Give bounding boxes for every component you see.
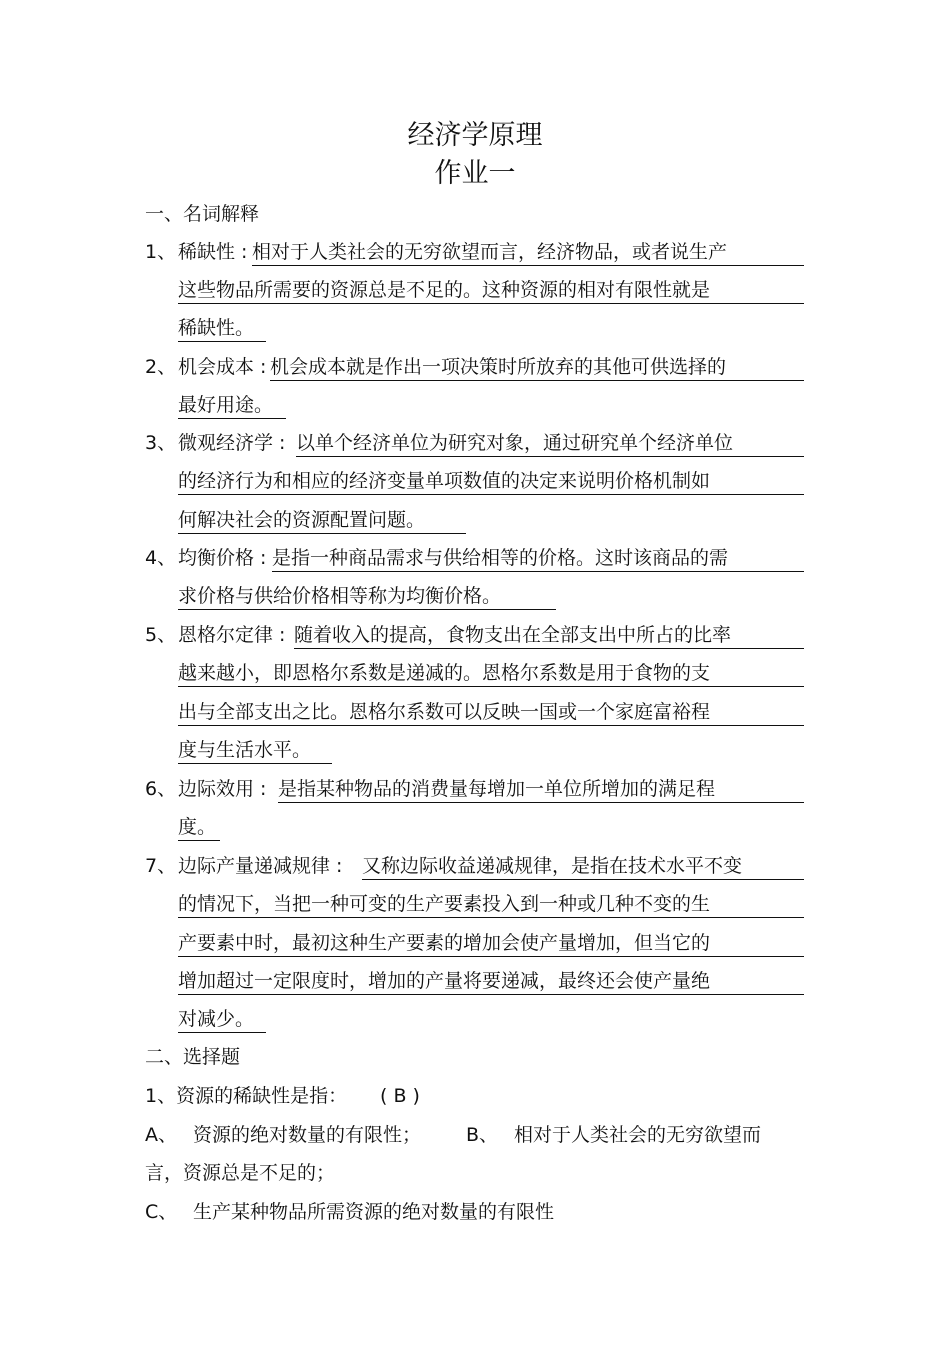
definition-line: 增加超过一定限度时，增加的产量将要递减，最终还会使产量绝 (178, 970, 711, 992)
definition-line: 最好用途。 (178, 394, 274, 416)
definition-line: 稀缺性。 (178, 317, 255, 339)
term-label: 均衡价格 : (178, 547, 267, 569)
question-stem: 1、资源的稀缺性是指： (145, 1085, 348, 1107)
term-number: 3、 (145, 432, 177, 454)
option-c-text: 生产某种物品所需资源的绝对数量的有限性 (193, 1201, 555, 1223)
option-c-label: C、 (145, 1201, 178, 1223)
definition-line: 越来越小，即恩格尔系数是递减的。恩格尔系数是用于食物的支 (178, 662, 711, 684)
term-label: 边际效用 : (178, 778, 267, 800)
option-b-text: 相对于人类社会的无穷欲望而 (514, 1124, 762, 1146)
definition-line: 的经济行为和相应的经济变量单项数值的决定来说明价格机制如 (178, 470, 711, 492)
definition-line: 何解决社会的资源配置问题。 (178, 509, 426, 531)
definition-line: 是指一种商品需求与供给相等的价格。这时该商品的需 (272, 547, 729, 569)
definition-line: 相对于人类社会的无穷欲望而言，经济物品，或者说生产 (252, 241, 728, 263)
term-label: 微观经济学 : (178, 432, 286, 454)
definition-line: 出与全部支出之比。恩格尔系数可以反映一国或一个家庭富裕程 (178, 701, 711, 723)
option-b-label: B、 (466, 1124, 499, 1146)
definition-line: 度与生活水平。 (178, 739, 312, 761)
term-number: 1、 (145, 241, 177, 263)
definition-line: 对减少。 (178, 1008, 255, 1030)
term-label: 边际产量递减规律 : (178, 855, 343, 877)
definition-line: 的情况下，当把一种可变的生产要素投入到一种或几种不变的生 (178, 893, 711, 915)
definition-line: 是指某种物品的消费量每增加一单位所增加的满足程 (278, 778, 716, 800)
definition-line: 求价格与供给价格相等称为均衡价格。 (178, 585, 502, 607)
term-label: 恩格尔定律 : (178, 624, 286, 646)
definition-line: 度。 (178, 816, 217, 838)
term-number: 5、 (145, 624, 177, 646)
document-title: 经济学原理 (407, 120, 543, 151)
definition-line: 又称边际收益递减规律，是指在技术水平不变 (362, 855, 743, 877)
question-answer: ( B ) (380, 1085, 420, 1107)
option-a-label: A、 (145, 1124, 177, 1146)
definition-line: 以单个经济单位为研究对象，通过研究单个经济单位 (296, 432, 734, 454)
term-number: 4、 (145, 547, 177, 569)
term-number: 7、 (145, 855, 177, 877)
definition-line: 随着收入的提高，食物支出在全部支出中所占的比率 (294, 624, 732, 646)
definition-line: 产要素中时，最初这种生产要素的增加会使产量增加，但当它的 (178, 932, 711, 954)
document-subtitle: 作业一 (434, 158, 516, 189)
section-heading-definitions: 一、名词解释 (145, 203, 260, 225)
term-number: 6、 (145, 778, 177, 800)
option-a-text: 资源的绝对数量的有限性； (193, 1124, 422, 1146)
term-label: 稀缺性 : (178, 241, 248, 263)
term-number: 2、 (145, 356, 177, 378)
option-b-continuation: 言，资源总是不足的； (145, 1162, 336, 1184)
section-heading-choice: 二、选择题 (145, 1046, 241, 1068)
definition-line: 机会成本就是作出一项决策时所放弃的其他可供选择的 (270, 356, 727, 378)
definition-line: 这些物品所需要的资源总是不足的。这种资源的相对有限性就是 (178, 279, 711, 301)
term-label: 机会成本 : (178, 356, 267, 378)
